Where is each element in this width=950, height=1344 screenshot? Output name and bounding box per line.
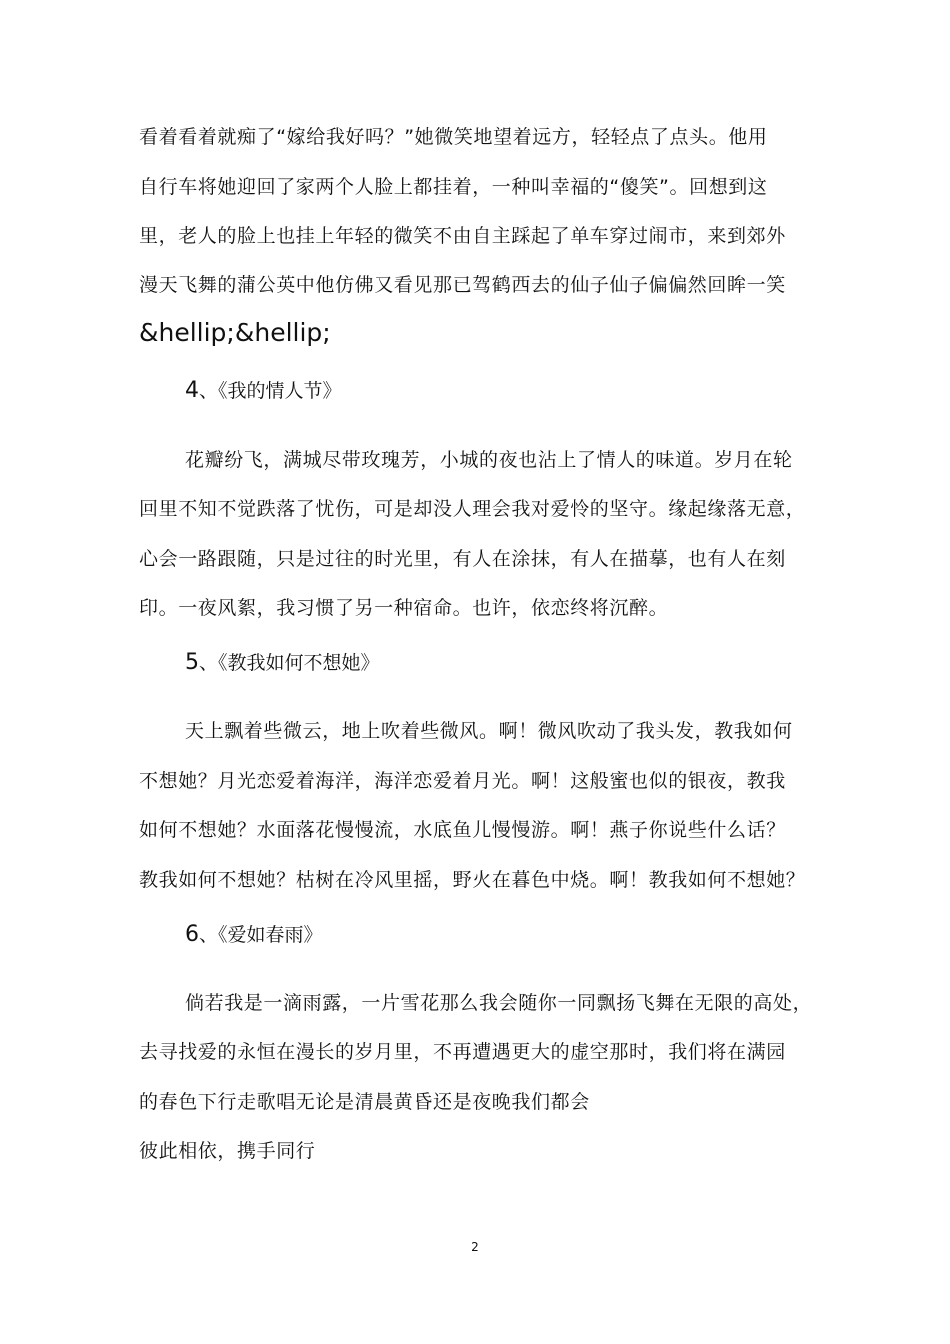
section-number: 4	[185, 378, 199, 403]
paragraph-line: 教我如何不想她？枯树在冷风里摇，野火在暮色中烧。啊！教我如何不想她？	[139, 869, 806, 891]
section-title: 、《爱如春雨》	[199, 924, 323, 946]
paragraph-line: 自行车将她迎回了家两个人脸上都挂着，一种叫幸福的“傻笑”。回想到这	[139, 176, 768, 198]
paragraph-line: 漫天飞舞的蒲公英中他仿佛又看见那已驾鹤西去的仙子仙子偏偏然回眸一笑	[139, 274, 786, 296]
paragraph-line: 彼此相依，携手同行	[139, 1140, 316, 1162]
section-title: 、《教我如何不想她》	[199, 652, 380, 674]
paragraph-line: 不想她？月光恋爱着海洋，海洋恋爱着月光。啊！这般蜜也似的银夜，教我	[139, 770, 786, 792]
section-heading	[185, 922, 323, 948]
section-title: 、《我的情人节》	[199, 380, 342, 402]
paragraph-line: 倘若我是一滴雨露，一片雪花那么我会随你一同飘扬飞舞在无限的高处，	[185, 992, 813, 1014]
section-heading	[185, 378, 342, 404]
paragraph-line: 的春色下行走歌唱无论是清晨黄昏还是夜晚我们都会	[139, 1091, 590, 1113]
paragraph-line: 看着看着就痴了“嫁给我好吗？”她微笑地望着远方，轻轻点了点头。他用	[139, 126, 768, 148]
paragraph-line: 如何不想她？水面落花慢慢流，水底鱼儿慢慢游。啊！燕子你说些什么话？	[139, 819, 786, 841]
ellipsis-entity-line: &hellip;&hellip;	[139, 318, 331, 347]
page-number: 2	[471, 1240, 479, 1254]
section-number: 6	[185, 922, 199, 947]
paragraph-line: 印。一夜风絮，我习惯了另一种宿命。也许，依恋终将沉醉。	[139, 597, 669, 619]
section-number: 5	[185, 650, 199, 675]
paragraph-line: 回里不知不觉跌落了忧伤，可是却没人理会我对爱怜的坚守。缘起缘落无意，	[139, 498, 806, 520]
paragraph-line: 里，老人的脸上也挂上年轻的微笑不由自主踩起了单车穿过闹市，来到郊外	[139, 225, 786, 247]
paragraph-line: 花瓣纷飞，满城尽带玫瑰芳，小城的夜也沾上了情人的味道。岁月在轮	[185, 449, 793, 471]
paragraph-line: 心会一路跟随，只是过往的时光里，有人在涂抹，有人在描摹，也有人在刻	[139, 548, 786, 570]
section-heading	[185, 650, 380, 676]
paragraph-line: 天上飘着些微云，地上吹着些微风。啊！微风吹动了我头发，教我如何	[185, 720, 793, 742]
paragraph-line: 去寻找爱的永恒在漫长的岁月里，不再遭遇更大的虚空那时，我们将在满园	[139, 1041, 786, 1063]
